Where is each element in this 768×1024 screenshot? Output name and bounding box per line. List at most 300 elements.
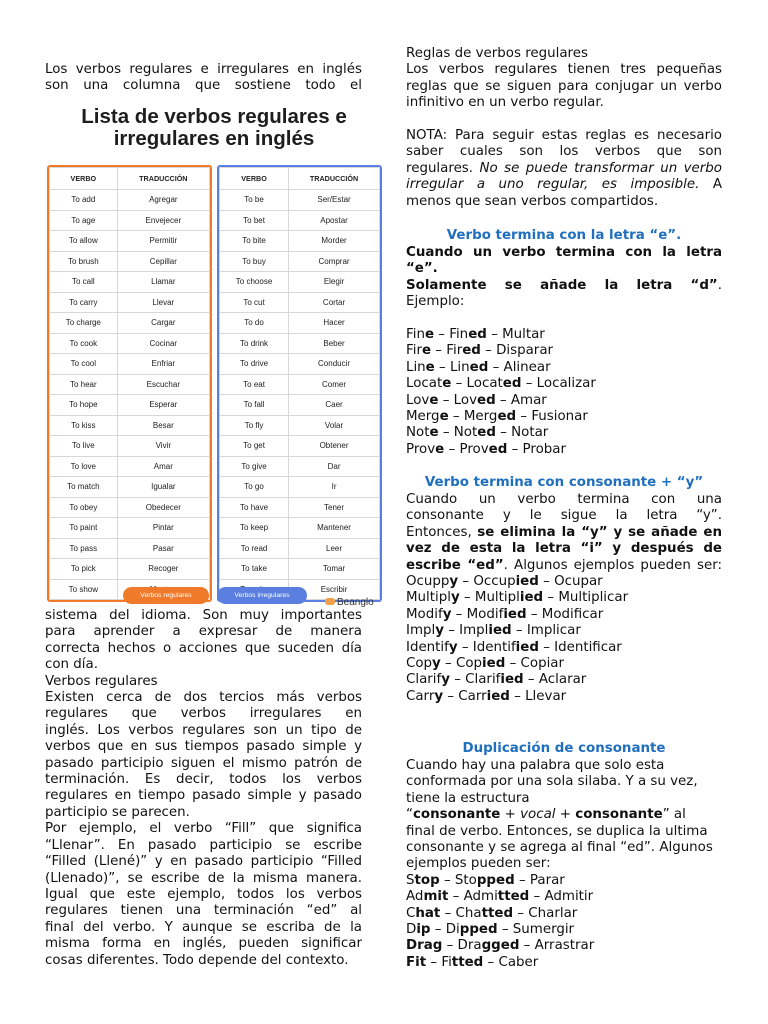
example-item xyxy=(406,906,722,922)
example-highlight: y xyxy=(450,590,460,606)
rule-bold: consonante xyxy=(412,807,501,823)
example-text: – Locat xyxy=(451,376,503,392)
example-highlight: ied xyxy=(503,606,527,622)
example-item xyxy=(406,409,722,425)
verb-cell: To get xyxy=(220,436,289,457)
example-text: – Lin xyxy=(434,359,470,375)
example-highlight: tted xyxy=(451,954,484,970)
note-line: menos que sean verbos compartidos. xyxy=(406,193,659,209)
verb-cell: To drink xyxy=(220,333,289,354)
verb-cell: To call xyxy=(50,272,118,293)
example-text: – Impl xyxy=(443,623,489,639)
example-highlight: ed xyxy=(488,441,508,457)
rule-line xyxy=(406,541,722,557)
example-text: – Implicar xyxy=(511,623,581,639)
verb-cell: To cut xyxy=(220,292,289,313)
example-item xyxy=(406,327,722,343)
translation-cell: Recoger xyxy=(117,559,209,580)
rule-e-section xyxy=(406,245,722,458)
table-row xyxy=(220,231,380,252)
translation-cell: Llevar xyxy=(117,292,209,313)
example-text: – Multar xyxy=(486,327,545,343)
translation-cell: Elegir xyxy=(289,272,380,293)
translation-cell: Volar xyxy=(289,415,380,436)
paragraph-line: regulares tienen una terminación “ed” al xyxy=(45,903,362,919)
paragraph-line: regulares que verbos irregulares en xyxy=(45,706,362,722)
example-text: Ad xyxy=(406,889,424,905)
example-item xyxy=(406,955,722,971)
example-text: – Identif xyxy=(457,639,516,655)
column-header-translation: TRADUCCIÓN xyxy=(289,168,380,190)
translation-cell: Tomar xyxy=(289,559,380,580)
example-text: Multipl xyxy=(406,590,451,606)
example-text: – Cop xyxy=(440,656,483,672)
example-text: – Fin xyxy=(434,327,469,343)
verb-cell: To carry xyxy=(50,292,118,313)
example-text: – Alinear xyxy=(488,359,551,375)
example-item xyxy=(406,689,722,705)
verb-cell: To allow xyxy=(50,231,118,252)
note-line: saber cuales son los verbos que son xyxy=(406,144,722,160)
verb-cell: To live xyxy=(50,436,118,457)
examples-doubling-list xyxy=(406,873,722,971)
example-text: Carr xyxy=(406,688,435,704)
table-row xyxy=(220,456,380,477)
table-row xyxy=(220,395,380,416)
example-highlight: ied xyxy=(515,574,539,590)
rule-bold: vez de esta la letra “i” y después de xyxy=(406,541,722,557)
table-row xyxy=(50,354,210,375)
infographic-title-line: irregulares en inglés xyxy=(113,127,315,150)
paragraph-line: infinitivo en un verbo regular. xyxy=(406,95,604,111)
rule-text: . Algunos ejemplos pueden ser: xyxy=(503,557,723,573)
table-row xyxy=(50,190,210,211)
translation-cell: Obtener xyxy=(289,436,380,457)
table-row xyxy=(50,395,210,416)
irregular-verbs-label: Verbos irregulares xyxy=(217,587,307,604)
example-highlight: pped xyxy=(476,872,515,888)
example-item xyxy=(406,393,722,409)
paragraph-line: Por ejemplo, el verbo “Fill” que significa xyxy=(45,821,362,837)
example-highlight: e xyxy=(425,359,435,375)
example-text: – Lov xyxy=(438,392,477,408)
example-text: – Merg xyxy=(448,409,498,425)
example-highlight: y xyxy=(434,688,444,704)
translation-cell: Cocinar xyxy=(117,333,209,354)
table-row xyxy=(50,518,210,539)
table-row xyxy=(50,477,210,498)
verb-cell: To bet xyxy=(220,210,289,231)
table-row xyxy=(50,251,210,272)
example-highlight: e xyxy=(439,409,449,425)
example-item xyxy=(406,343,722,359)
table-row xyxy=(220,374,380,395)
example-highlight: mit xyxy=(423,889,449,905)
rule-text: Entonces, xyxy=(406,524,472,540)
verb-cell: To read xyxy=(220,538,289,559)
example-item xyxy=(406,640,722,656)
example-text: – Identificar xyxy=(538,639,622,655)
table-row xyxy=(220,538,380,559)
column-header-verb: VERBO xyxy=(50,168,118,190)
example-text: Lov xyxy=(406,392,430,408)
table-row xyxy=(50,231,210,252)
example-highlight: e xyxy=(429,425,439,441)
example-item xyxy=(406,938,722,954)
rule-y-section xyxy=(406,492,722,705)
paragraph-line: inglés. Los verbos regulares son un tipo de xyxy=(45,722,362,738)
example-highlight: ed xyxy=(477,392,496,408)
example-text: – Fir xyxy=(431,343,463,359)
table-row xyxy=(220,333,380,354)
example-text: – Fusionar xyxy=(516,409,588,425)
verb-cell: To add xyxy=(50,190,118,211)
heading-consonant-doubling: Duplicación de consonante xyxy=(462,741,666,756)
example-highlight: pped xyxy=(459,922,498,938)
logo-text: Beanglo xyxy=(337,597,374,608)
rule-line xyxy=(406,278,722,294)
verb-cell: To pick xyxy=(50,559,118,580)
rule-bold: escribe “ed” xyxy=(406,557,504,573)
table-row xyxy=(220,436,380,457)
table-row xyxy=(220,210,380,231)
example-text: – Localizar xyxy=(521,376,596,392)
translation-cell: Igualar xyxy=(117,477,209,498)
example-text: Lin xyxy=(406,359,426,375)
verb-cell: To buy xyxy=(220,251,289,272)
example-item xyxy=(406,656,722,672)
table-row xyxy=(220,292,380,313)
paragraph-line: con día. xyxy=(45,657,98,673)
translation-cell: Apostar xyxy=(289,210,380,231)
example-item xyxy=(406,360,722,376)
example-item xyxy=(406,590,722,606)
verb-cell: To fall xyxy=(220,395,289,416)
verb-cell: To bite xyxy=(220,231,289,252)
paragraph-example xyxy=(45,821,362,952)
example-item xyxy=(406,873,722,889)
verb-cell: To cool xyxy=(50,354,118,375)
translation-cell: Llamar xyxy=(117,272,209,293)
example-highlight: y xyxy=(442,606,452,622)
example-text: – Arrastrar xyxy=(519,938,595,954)
table-row xyxy=(50,538,210,559)
verb-cell: To eat xyxy=(220,374,289,395)
infographic-title-line: Lista de verbos regulares e xyxy=(81,105,347,128)
example-item xyxy=(406,442,722,458)
heading-ends-with-e: Verbo termina con la letra “e”. xyxy=(446,228,682,243)
verb-cell: To pass xyxy=(50,538,118,559)
example-highlight: y xyxy=(449,574,459,590)
rule-bold: consonante xyxy=(575,807,663,823)
example-highlight: ied xyxy=(500,672,524,688)
verb-cell: To be xyxy=(220,190,289,211)
column-header-translation: TRADUCCIÓN xyxy=(117,168,209,190)
verb-cell: To take xyxy=(220,559,289,580)
examples-e-list xyxy=(406,327,722,458)
translation-cell: Mantener xyxy=(289,518,380,539)
example-text: Prov xyxy=(406,441,436,457)
example-text: Fir xyxy=(406,343,422,359)
verb-cell: To show xyxy=(50,579,118,600)
translation-cell: Escribir xyxy=(289,579,380,600)
rule-text: + xyxy=(500,807,521,823)
note-line xyxy=(406,177,722,193)
column-header-verb: VERBO xyxy=(220,168,289,190)
example-item xyxy=(406,889,722,905)
rule-text: “ xyxy=(406,807,413,823)
verb-cell: To age xyxy=(50,210,118,231)
paragraph-line: para aprender a expresar de manera xyxy=(45,624,362,640)
example-highlight: e xyxy=(435,441,445,457)
example-highlight: tted xyxy=(481,905,514,921)
beanglo-logo xyxy=(325,597,374,608)
example-text: – Multiplicar xyxy=(543,590,629,606)
rule-line: consonante y le sigue la letra “y”. xyxy=(406,508,722,524)
rule-bold: “e”. xyxy=(406,261,438,277)
example-highlight: y xyxy=(448,639,458,655)
section-subheading: Verbos regulares xyxy=(45,673,158,689)
regular-verbs-table xyxy=(47,165,212,602)
example-highlight: ed xyxy=(497,409,517,425)
translation-cell: Leer xyxy=(289,538,380,559)
note-text: A xyxy=(712,177,722,193)
table-row xyxy=(50,497,210,518)
paragraph-regular-verbs xyxy=(45,690,362,805)
example-text: – Notar xyxy=(495,425,549,441)
example-highlight: e xyxy=(429,392,439,408)
verb-cell: To love xyxy=(50,456,118,477)
note-text: regulares. xyxy=(406,160,474,176)
examples-y-list xyxy=(406,574,722,705)
table-row xyxy=(220,190,380,211)
example-text: – Not xyxy=(438,425,478,441)
table-row xyxy=(220,477,380,498)
example-highlight: ed xyxy=(468,327,487,343)
rule-line: conformada por una sola silaba. Y a su vez, xyxy=(406,774,698,790)
translation-cell: Morder xyxy=(289,231,380,252)
example-text: – Amar xyxy=(495,392,547,408)
example-text: – Cha xyxy=(440,905,482,921)
infographic-title xyxy=(45,106,383,150)
rule-italic: vocal xyxy=(520,807,556,823)
example-text: – Carr xyxy=(443,688,487,704)
table-row xyxy=(50,272,210,293)
rule-line: Ejemplo: xyxy=(406,294,465,310)
translation-cell: Agregar xyxy=(117,190,209,211)
example-highlight: y xyxy=(435,623,444,639)
example-highlight: Drag xyxy=(406,938,443,954)
example-text: Impl xyxy=(406,623,436,639)
table-row xyxy=(220,497,380,518)
example-text: – Sto xyxy=(439,872,477,888)
verb-cell: To give xyxy=(220,456,289,477)
example-text: – Modif xyxy=(451,606,504,622)
example-text: – Probar xyxy=(507,441,566,457)
example-highlight: ip xyxy=(416,922,431,938)
rule-bold: Cuando un verbo termina con la letra xyxy=(406,245,722,260)
verb-cell: To hope xyxy=(50,395,118,416)
translation-cell: Cortar xyxy=(289,292,380,313)
translation-cell: Cargar xyxy=(117,313,209,334)
regular-verbs-label: Verbos regulares xyxy=(123,587,209,604)
example-text: – Llevar xyxy=(509,688,567,704)
example-highlight: ied xyxy=(519,590,544,606)
example-text: Ocupp xyxy=(406,574,450,590)
translation-cell: Dar xyxy=(289,456,380,477)
example-text: – Aclarar xyxy=(523,672,587,688)
paragraph-line: correcta hechos o acciones que suceden día xyxy=(45,640,362,656)
example-text: – Prov xyxy=(444,441,489,457)
rule-line: tiene la estructura xyxy=(406,790,530,806)
rule-line xyxy=(406,558,722,574)
translation-cell: Hacer xyxy=(289,313,380,334)
note-italic: No se puede transformar un verbo xyxy=(479,160,722,176)
example-highlight: gged xyxy=(481,938,520,954)
rule-line: ejemplos pueden ser: xyxy=(406,856,551,872)
note-line: NOTA: Para seguir estas reglas es necesario xyxy=(406,128,722,144)
paragraph-line: Igual que este ejemplo, todos los verbos xyxy=(45,886,362,902)
table-row xyxy=(220,518,380,539)
example-item xyxy=(406,672,722,688)
example-highlight: e xyxy=(421,343,432,359)
example-text: – Occup xyxy=(458,574,516,590)
translation-cell: Conducir xyxy=(289,354,380,375)
paragraph-line: Los verbos regulares tienen tres pequeñas xyxy=(406,62,722,78)
example-text: – Admitir xyxy=(529,889,594,905)
left-body xyxy=(45,608,362,969)
example-item xyxy=(406,623,722,639)
verb-cell: To have xyxy=(220,497,289,518)
example-text: – Copiar xyxy=(505,656,564,672)
translation-cell: Ser/Estar xyxy=(289,190,380,211)
rule-line: final de verbo. Entonces, se duplica la ultima xyxy=(406,823,708,839)
translation-cell: Vivir xyxy=(117,436,209,457)
example-highlight: top xyxy=(414,872,440,888)
translation-cell: Permitir xyxy=(117,231,209,252)
translation-cell: Caer xyxy=(289,395,380,416)
verb-cell: To go xyxy=(220,477,289,498)
translation-cell: Beber xyxy=(289,333,380,354)
heading-consonant-y: Verbo termina con consonante + “y” xyxy=(424,475,704,490)
rule-line: consonante y se agrega al final “ed”. Algunos xyxy=(406,840,713,856)
example-text: – Modificar xyxy=(526,606,604,622)
example-highlight: ed xyxy=(477,425,496,441)
example-text: – Clarif xyxy=(449,672,501,688)
paragraph-line: reglas que se siguen para conjugar un verbo xyxy=(406,78,722,94)
example-text: D xyxy=(406,922,417,938)
translation-cell: Tener xyxy=(289,497,380,518)
rule-line xyxy=(406,245,722,261)
verb-cell: To match xyxy=(50,477,118,498)
paragraph-line: terminación. Es decir, todos los verbos xyxy=(45,772,362,788)
example-highlight: Fit xyxy=(406,954,427,970)
paragraph-line: “Filled (Llené)” y en pasado participio “Filled xyxy=(45,854,362,870)
example-item xyxy=(406,425,722,441)
translation-cell: Pintar xyxy=(117,518,209,539)
translation-cell: Besar xyxy=(117,415,209,436)
paragraph-line: (Llenado)”, se escribe de la misma manera. xyxy=(45,870,362,886)
translation-cell: Ir xyxy=(289,477,380,498)
table-row xyxy=(50,436,210,457)
example-text: – Disparar xyxy=(480,343,554,359)
example-highlight: ied xyxy=(515,639,539,655)
example-text: – Admi xyxy=(448,889,498,905)
table-row xyxy=(50,374,210,395)
translation-cell: Pasar xyxy=(117,538,209,559)
verb-cell: To kiss xyxy=(50,415,118,436)
verb-cell: To do xyxy=(220,313,289,334)
example-item xyxy=(406,574,722,590)
intro-paragraph xyxy=(45,62,362,95)
example-text: Identif xyxy=(406,639,449,655)
irregular-verbs-table xyxy=(217,165,382,602)
verb-cell: To paint xyxy=(50,518,118,539)
paragraph-line: sistema del idioma. Son muy importantes xyxy=(45,608,362,623)
translation-cell: Enfriar xyxy=(117,354,209,375)
example-highlight: ied xyxy=(482,656,506,672)
translation-cell: Cepillar xyxy=(117,251,209,272)
table-row xyxy=(50,313,210,334)
table-row xyxy=(50,333,210,354)
example-text: Clarif xyxy=(406,672,442,688)
example-text: – Multipl xyxy=(459,590,520,606)
translation-cell: Envejecer xyxy=(117,210,209,231)
rule-line xyxy=(406,807,722,823)
verb-cell: To brush xyxy=(50,251,118,272)
beanglo-logo-icon xyxy=(325,598,335,605)
table-row xyxy=(50,559,210,580)
example-text: – Ocupar xyxy=(538,574,603,590)
example-highlight: tted xyxy=(497,889,530,905)
spacer xyxy=(406,112,722,128)
translation-cell: Escuchar xyxy=(117,374,209,395)
paragraph-line: regulares en tiempo pasado simple y pasado xyxy=(45,788,362,804)
example-highlight: hat xyxy=(415,905,441,921)
example-highlight: e xyxy=(442,376,452,392)
example-highlight: ed xyxy=(462,343,481,359)
rule-line: Cuando un verbo termina con una xyxy=(406,492,722,507)
example-highlight: e xyxy=(424,327,435,343)
rule-line xyxy=(406,525,722,541)
verb-cell: To cook xyxy=(50,333,118,354)
verb-list-infographic xyxy=(45,100,383,610)
verb-cell: To fly xyxy=(220,415,289,436)
rule-bold: Solamente se añade la letra “d” xyxy=(406,277,718,293)
paragraph-line: verbos que en sus tiempos pasado simple y xyxy=(45,739,362,755)
example-text: Fin xyxy=(406,327,425,343)
paragraph-line: misma forma en inglés, pueden significar xyxy=(45,936,362,952)
example-text: – Di xyxy=(430,922,460,938)
table-row xyxy=(50,456,210,477)
intro-line: Los verbos regulares e irregulares en inglés xyxy=(45,62,362,77)
example-text: – Caber xyxy=(483,954,539,970)
translation-cell: Esperar xyxy=(117,395,209,416)
rule-text: ” al xyxy=(662,807,686,823)
verb-cell: To keep xyxy=(220,518,289,539)
spacer xyxy=(406,311,722,327)
rule-text: . xyxy=(717,277,722,293)
translation-cell: Comer xyxy=(289,374,380,395)
example-highlight: ed xyxy=(502,376,522,392)
example-text: – Sumergir xyxy=(497,922,575,938)
example-highlight: ied xyxy=(486,688,510,704)
example-item xyxy=(406,922,722,938)
example-item xyxy=(406,376,722,392)
table-row xyxy=(50,292,210,313)
paragraph-line: participio se parecen. xyxy=(45,804,190,820)
paragraph-line: cosas diferentes. Todo depende del contexto. xyxy=(45,952,349,968)
